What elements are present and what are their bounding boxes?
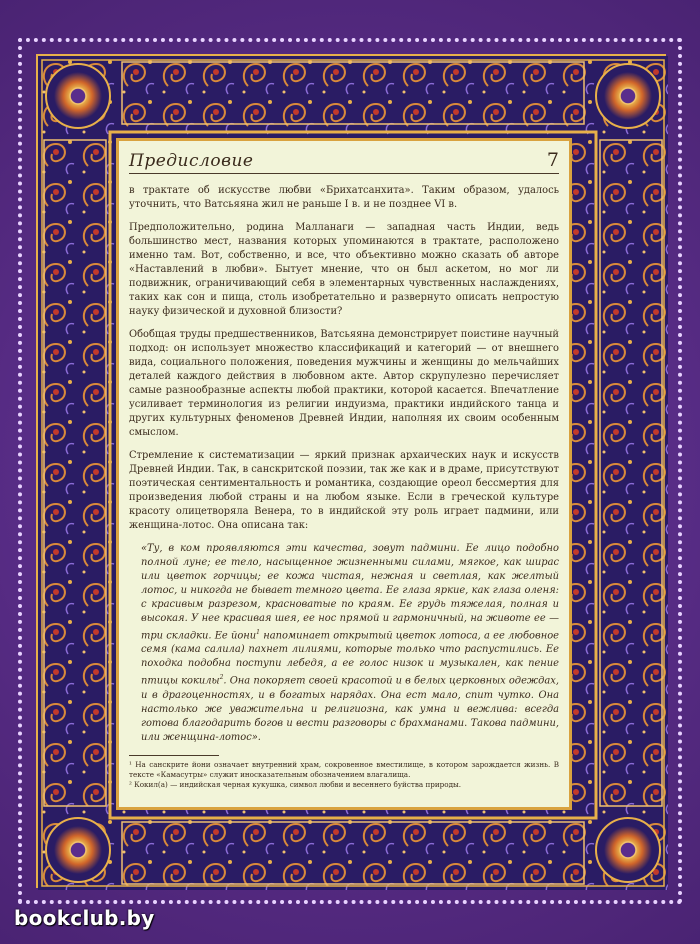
page-number: 7 bbox=[546, 149, 559, 171]
paragraph: Стремление к систематизации — яркий признак архаических наук и искусств Древней Индии. Так, в санскритской поэзии, так же как и в драме, присутствуют поэтическая сентиментальность и романтика, создающие ореол бессмертия для произведения любой страны и на любом языке. Если в греческой культуре красоту олицетворяла Венера, то в индийской эту роль играет падмини, или женщина-лотос. Она описана так: bbox=[129, 450, 559, 531]
corner-medallion-tl bbox=[46, 64, 110, 128]
footnote-separator bbox=[129, 755, 219, 756]
quote-part: . Она покоряет своей красотой и в белых церковных одеждах, и в драгоценностях, и в богатых нарядах. Она ест мало, спит чутко. Она настолько же уважительна и религиозна, как умна и вежлива: всегда готова благодарить богов и вести разговоры с брахманами. Такова падмини, или женщина-лотос». bbox=[141, 675, 559, 743]
quote-part: «Ту, в ком проявляются эти качества, зовут падмини. Ее лицо подобно полной луне; ее тело, насыщенное жизненными силами, мягкое, как ширас или цветок горчицы; ее кожа чистая, нежная и светлая, как желтый лотос, и никогда не бывает темного цвета. Ее глаза яркие, как глаза оленя: с красивым разрезом, красноватые по краям. Ее грудь тяжелая, полная и высокая. У нее красивая шея, ее нос прямой и гармоничный, на животе ее — три складки. Ее йони bbox=[141, 543, 559, 642]
watermark: bookclub.by bbox=[14, 906, 155, 930]
footnote: ² Кокил(а) — индийская черная кукушка, символ любви и весеннего буйства природы. bbox=[129, 779, 462, 789]
padmini-quote bbox=[141, 542, 559, 745]
paragraph: Предположительно, родина Малланаги — западная часть Индии, ведь большинство мест, названия которых упоминаются в трактате, расположено именно там. Вот, собственно, и все, что объективно можно сказать об авторе «Наставлений в любви». Бытует мнение, что он был аскетом, но мог ли подвижник, ограничивающий себя в элементарных чувственных наслаждениях, таких как сон и пища, столь изобретательно и развернуто описать непростую науку физической и духовной близости? bbox=[129, 222, 559, 317]
quote-part: напоминает открытый цветок лотоса, а ее любовное семя (кама салила) пахнет лилиями, которые только что распустились. Ее походка подобна поступи лебедя, а ее голос низок и музыкален, как пение птицы кокилы bbox=[141, 630, 559, 687]
paragraph: в трактате об искусстве любви «Брихатсанхита». Таким образом, удалось уточнить, что Ватсьяяна жил не раньше I в. и не позднее VI в. bbox=[129, 185, 559, 210]
chapter-title: Предисловие bbox=[129, 151, 254, 171]
text-page bbox=[116, 138, 572, 810]
footnote: ¹ На санскрите йони означает внутренний храм, сокровенное вместилище, в котором зарождается жизнь. В тексте «Камасутры» служит иносказательным обозначением влагалища. bbox=[129, 759, 559, 779]
footnote-ref: 2 bbox=[219, 674, 224, 682]
running-header bbox=[129, 147, 559, 174]
corner-medallion-tr bbox=[596, 64, 660, 128]
corner-medallion-br bbox=[596, 818, 660, 882]
paragraph: Обобщая труды предшественников, Ватсьяяна демонстрирует поистине научный подход: он использует множество классификаций и категорий — от внешнего вида, социального положения, поведения мужчины и женщины до мельчайших деталей каждого действия в любовном акте. Автор скрупулезно перечисляет самые разнообразные аспекты любой практики, которой касается. Впечатление усиливает терминология из религии индуизма, практики индийского танца и других культурных феноменов Древней Индии, наполняя их своим особенным смыслом. bbox=[129, 329, 559, 438]
corner-medallion-bl bbox=[46, 818, 110, 882]
footnote-ref: 1 bbox=[256, 629, 260, 636]
